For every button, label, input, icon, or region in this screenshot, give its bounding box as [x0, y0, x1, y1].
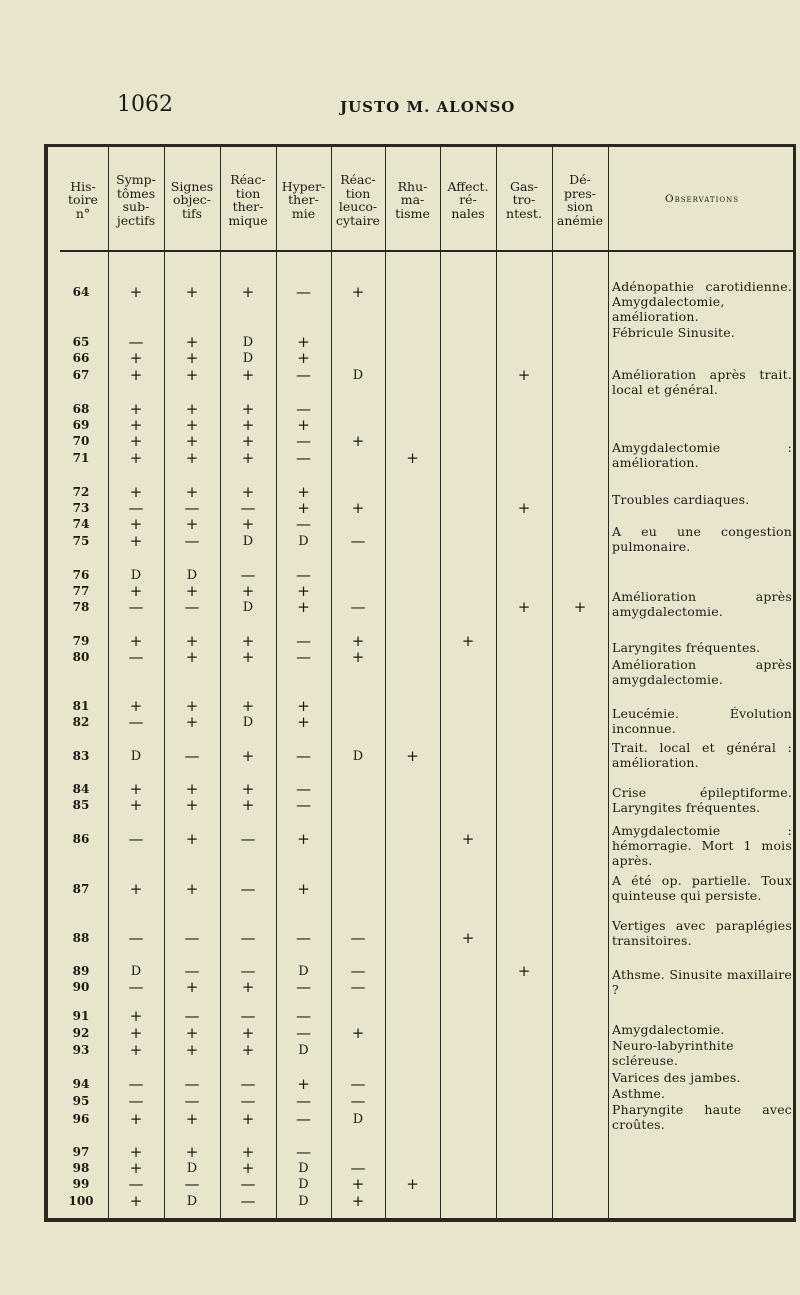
- table-cell: —: [296, 515, 311, 533]
- table-cell: +: [185, 432, 199, 450]
- case-number: 92: [72, 1026, 90, 1040]
- observation-note: Asthme.: [612, 1086, 666, 1101]
- header-reaction-thermique: Réac- tion ther- mique: [228, 172, 268, 228]
- table-cell: +: [129, 1110, 143, 1128]
- table-cell: —: [350, 1075, 366, 1093]
- table-cell: —: [296, 1007, 311, 1025]
- table-cell: +: [241, 1159, 255, 1177]
- table-cell: —: [240, 1192, 256, 1210]
- table-cell: —: [240, 830, 256, 848]
- table-cell: —: [350, 929, 366, 947]
- case-number: 90: [72, 980, 90, 994]
- table-cell: +: [185, 1143, 199, 1161]
- observation-note: Crise épileptiforme. Laryngites fréquentes.: [612, 785, 792, 815]
- case-number: 64: [72, 285, 90, 299]
- page-header: [0, 92, 800, 122]
- table-cell: —: [350, 1159, 366, 1177]
- case-number: 93: [72, 1043, 90, 1057]
- case-number: 87: [72, 882, 90, 896]
- table-cell: +: [517, 598, 531, 616]
- table-row: [0, 349, 800, 367]
- table-cell: +: [129, 1041, 143, 1059]
- table-cell: —: [296, 1110, 311, 1128]
- table-cell: —: [350, 978, 366, 996]
- case-number: 97: [72, 1145, 90, 1159]
- table-cell: —: [350, 532, 366, 550]
- table-row: [0, 1192, 800, 1210]
- table-cell: +: [241, 780, 255, 798]
- table-cell: +: [185, 582, 199, 600]
- observation-note: Athsme. Sinusite maxillaire ?: [612, 967, 792, 997]
- table-cell: —: [184, 1075, 200, 1093]
- case-number: 99: [72, 1177, 90, 1191]
- case-number: 89: [72, 964, 90, 978]
- header-gastro: Gas- tro- ntest.: [506, 178, 542, 221]
- observation-note: Amélioration après amygdalectomie.: [612, 589, 792, 619]
- case-number: 100: [68, 1194, 94, 1208]
- table-cell: +: [129, 582, 143, 600]
- table-cell: —: [296, 796, 311, 814]
- observation-note: Amélioration après amygdalectomie.: [612, 657, 792, 687]
- table-cell: +: [185, 978, 199, 996]
- case-number: 73: [72, 501, 90, 515]
- table-cell: D: [130, 748, 142, 764]
- table-cell: —: [240, 1175, 256, 1193]
- table-cell: +: [351, 1024, 365, 1042]
- table-cell: —: [240, 1075, 256, 1093]
- table-cell: —: [296, 978, 311, 996]
- observation-note: Neuro-labyrinthite scléreuse.: [612, 1038, 734, 1068]
- case-number: 86: [72, 832, 90, 846]
- table-cell: D: [130, 567, 142, 583]
- case-number: 79: [72, 634, 90, 648]
- observation-note: Leucémie. Évolution inconnue.: [612, 706, 792, 736]
- case-number: 91: [72, 1009, 90, 1023]
- table-cell: —: [184, 929, 200, 947]
- observation-note: Amygdalectomie : amélioration.: [612, 440, 792, 470]
- table-cell: —: [240, 1007, 256, 1025]
- observation-note: Trait. local et général : amélioration.: [612, 740, 792, 770]
- header-rhumatisme: Rhu- ma- tisme: [395, 178, 430, 221]
- table-cell: —: [296, 780, 311, 798]
- table-cell: D: [298, 963, 309, 979]
- table-cell: +: [129, 1024, 143, 1042]
- table-cell: —: [128, 1092, 144, 1110]
- table-cell: +: [241, 796, 255, 814]
- table-cell: +: [461, 830, 475, 848]
- case-number: 68: [72, 402, 90, 416]
- table-cell: +: [241, 416, 255, 434]
- table-cell: +: [129, 632, 143, 650]
- table-cell: +: [129, 1192, 143, 1210]
- table-cell: +: [573, 598, 587, 616]
- observation-note: Amygdalectomie : hémorragie. Mort 1 mois après.: [612, 823, 792, 868]
- table-cell: +: [297, 582, 310, 600]
- table-cell: +: [241, 1024, 255, 1042]
- table-cell: +: [185, 283, 199, 301]
- case-number: 67: [72, 368, 90, 382]
- table-cell: +: [185, 880, 199, 898]
- table-cell: +: [185, 697, 199, 715]
- table-cell: +: [351, 1192, 365, 1210]
- table-cell: +: [241, 449, 255, 467]
- header-observations: Observations: [664, 193, 740, 206]
- table-cell: +: [241, 697, 255, 715]
- case-number: 66: [72, 351, 90, 365]
- table-cell: +: [351, 648, 365, 666]
- table-cell: +: [241, 1110, 255, 1128]
- table-cell: +: [461, 632, 475, 650]
- case-number: 77: [72, 584, 90, 598]
- table-cell: +: [241, 978, 255, 996]
- table-cell: +: [185, 400, 199, 418]
- table-cell: D: [352, 748, 364, 764]
- table-cell: +: [129, 515, 143, 533]
- table-cell: +: [241, 747, 255, 765]
- table-cell: +: [185, 416, 199, 434]
- table-cell: +: [129, 880, 143, 898]
- table-cell: +: [297, 880, 310, 898]
- table-cell: +: [241, 432, 255, 450]
- table-cell: +: [351, 1175, 365, 1193]
- table-cell: +: [185, 830, 199, 848]
- case-number: 95: [72, 1094, 90, 1108]
- observation-note: Amélioration après trait. local et général.: [612, 367, 792, 397]
- table-cell: —: [296, 283, 311, 301]
- table-cell: +: [241, 1041, 255, 1059]
- header-rule: [60, 250, 794, 252]
- case-number: 74: [72, 517, 90, 531]
- table-cell: +: [351, 632, 365, 650]
- table-cell: +: [185, 449, 199, 467]
- case-number: 69: [72, 418, 90, 432]
- table-cell: —: [128, 1175, 144, 1193]
- table-cell: —: [240, 499, 256, 517]
- observation-note: Adénopathie carotidienne. Amygdalectomie, amélioration.: [612, 279, 792, 324]
- observation-note: Vertiges avec paraplégies transitoires.: [612, 918, 792, 948]
- table-cell: —: [296, 747, 311, 765]
- observation-note: Laryngites fréquentes.: [612, 640, 761, 655]
- table-cell: +: [129, 400, 143, 418]
- table-cell: +: [129, 483, 143, 501]
- table-cell: +: [185, 632, 199, 650]
- case-number: 70: [72, 434, 90, 448]
- table-cell: +: [185, 333, 199, 351]
- observation-note: Troubles cardiaques.: [612, 492, 750, 507]
- observation-note: Pharyngite haute avec croûtes.: [612, 1102, 792, 1132]
- table-cell: +: [297, 349, 310, 367]
- table-cell: +: [297, 333, 310, 351]
- table-cell: +: [406, 449, 419, 467]
- table-cell: D: [352, 367, 364, 383]
- table-cell: D: [298, 1193, 309, 1209]
- case-number: 96: [72, 1112, 90, 1126]
- case-number: 94: [72, 1077, 90, 1091]
- table-cell: +: [351, 499, 365, 517]
- case-number: 98: [72, 1161, 90, 1175]
- case-number: 84: [72, 782, 90, 796]
- header-histoire: His- toire n°: [68, 178, 98, 221]
- observation-note: A été op. partielle. Toux quinteuse qui persiste.: [612, 873, 792, 903]
- table-cell: —: [184, 1175, 200, 1193]
- header-depression: Dé- pres- sion anémie: [556, 172, 604, 228]
- table-row: [0, 1175, 800, 1193]
- table-cell: +: [185, 483, 199, 501]
- table-cell: —: [184, 532, 200, 550]
- table-cell: —: [240, 929, 256, 947]
- table-cell: D: [186, 1193, 198, 1209]
- header-symptomes: Symp- tômes sub- jectifs: [116, 172, 156, 228]
- table-cell: +: [297, 830, 310, 848]
- table-cell: +: [297, 713, 310, 731]
- running-title: JUSTO M. ALONSO: [340, 98, 516, 116]
- case-number: 88: [72, 931, 90, 945]
- observation-note: Fébricule Sinusite.: [612, 325, 736, 340]
- table-cell: D: [242, 714, 254, 730]
- table-cell: D: [298, 1160, 309, 1176]
- case-number: 80: [72, 650, 90, 664]
- header-signes: Signes objec- tifs: [170, 178, 214, 221]
- table-cell: —: [240, 1092, 256, 1110]
- table-cell: +: [517, 962, 531, 980]
- case-number: 78: [72, 600, 90, 614]
- table-cell: +: [517, 499, 531, 517]
- table-cell: +: [241, 283, 255, 301]
- table-cell: +: [297, 697, 310, 715]
- table-cell: —: [128, 333, 144, 351]
- case-number: 76: [72, 568, 90, 582]
- table-cell: +: [241, 582, 255, 600]
- table-cell: —: [296, 1092, 311, 1110]
- table-cell: +: [517, 366, 531, 384]
- table-cell: +: [129, 416, 143, 434]
- table-cell: +: [185, 1024, 199, 1042]
- case-number: 81: [72, 699, 90, 713]
- table-cell: +: [241, 366, 255, 384]
- table-cell: +: [129, 349, 143, 367]
- table-cell: —: [128, 929, 144, 947]
- table-cell: —: [184, 598, 200, 616]
- table-cell: —: [128, 978, 144, 996]
- table-cell: —: [128, 598, 144, 616]
- table-cell: D: [298, 533, 309, 549]
- table-cell: —: [296, 1143, 311, 1161]
- table-cell: +: [406, 747, 419, 765]
- table-cell: +: [241, 400, 255, 418]
- table-cell: +: [129, 796, 143, 814]
- table-cell: +: [129, 697, 143, 715]
- case-number: 82: [72, 715, 90, 729]
- table-cell: +: [297, 598, 310, 616]
- table-cell: +: [129, 532, 143, 550]
- table-cell: D: [298, 1176, 309, 1192]
- table-cell: +: [241, 1143, 255, 1161]
- observation-note: Varices des jambes.: [612, 1070, 741, 1085]
- table-cell: +: [129, 1143, 143, 1161]
- table-cell: +: [185, 349, 199, 367]
- case-number: 83: [72, 749, 90, 763]
- table-cell: +: [129, 1159, 143, 1177]
- case-number: 65: [72, 335, 90, 349]
- table-cell: —: [296, 632, 311, 650]
- table-cell: +: [241, 483, 255, 501]
- table-cell: —: [128, 713, 144, 731]
- table-cell: —: [350, 1092, 366, 1110]
- table-cell: —: [296, 366, 311, 384]
- table-cell: —: [296, 648, 311, 666]
- header-reaction-leucocytaire: Réac- tion leuco- cytaire: [336, 172, 380, 228]
- table-cell: +: [297, 483, 310, 501]
- table-cell: —: [296, 432, 311, 450]
- table-cell: —: [350, 598, 366, 616]
- table-cell: D: [242, 533, 254, 549]
- table-cell: +: [129, 1007, 143, 1025]
- table-cell: D: [130, 963, 142, 979]
- table-cell: —: [184, 1092, 200, 1110]
- table-cell: D: [352, 1111, 364, 1127]
- table-cell: +: [461, 929, 475, 947]
- table-cell: +: [129, 283, 143, 301]
- table-cell: D: [298, 1042, 309, 1058]
- page-number: 1062: [117, 92, 173, 117]
- table-cell: +: [129, 432, 143, 450]
- table-cell: +: [241, 648, 255, 666]
- table-cell: —: [296, 566, 311, 584]
- table-cell: +: [185, 713, 199, 731]
- case-number: 75: [72, 534, 90, 548]
- header-affect-renales: Affect. ré- nales: [447, 178, 489, 221]
- table-cell: —: [296, 1024, 311, 1042]
- table-cell: D: [186, 1160, 198, 1176]
- observation-note: A eu une congestion pulmonaire.: [612, 524, 792, 554]
- table-cell: +: [297, 416, 310, 434]
- table-cell: D: [186, 567, 198, 583]
- table-cell: —: [240, 566, 256, 584]
- table-cell: +: [129, 449, 143, 467]
- table-cell: —: [350, 962, 366, 980]
- table-cell: —: [184, 962, 200, 980]
- table-cell: +: [351, 283, 365, 301]
- table-cell: —: [296, 929, 311, 947]
- table-cell: —: [240, 880, 256, 898]
- table-cell: +: [241, 515, 255, 533]
- table-cell: +: [185, 1041, 199, 1059]
- table-cell: +: [129, 780, 143, 798]
- table-cell: —: [128, 499, 144, 517]
- table-cell: —: [128, 830, 144, 848]
- table-cell: +: [297, 499, 310, 517]
- table-cell: —: [296, 449, 311, 467]
- table-cell: +: [241, 632, 255, 650]
- case-number: 72: [72, 485, 90, 499]
- table-cell: —: [296, 400, 311, 418]
- table-cell: D: [242, 350, 254, 366]
- table-cell: +: [406, 1175, 419, 1193]
- table-cell: —: [240, 962, 256, 980]
- observation-note: Amygdalectomie.: [612, 1022, 725, 1037]
- table-cell: +: [185, 796, 199, 814]
- case-number: 71: [72, 451, 90, 465]
- table-cell: —: [184, 499, 200, 517]
- table-cell: +: [185, 515, 199, 533]
- table-cell: +: [129, 366, 143, 384]
- table-cell: +: [297, 1075, 310, 1093]
- table-cell: +: [185, 366, 199, 384]
- case-number: 85: [72, 798, 90, 812]
- table-cell: +: [185, 648, 199, 666]
- table-cell: +: [185, 780, 199, 798]
- table-cell: —: [128, 648, 144, 666]
- table-cell: —: [184, 1007, 200, 1025]
- table-cell: +: [351, 432, 365, 450]
- table-cell: —: [184, 747, 200, 765]
- table-cell: D: [242, 599, 254, 615]
- table-cell: +: [185, 1110, 199, 1128]
- table-cell: —: [128, 1075, 144, 1093]
- table-cell: D: [242, 334, 254, 350]
- header-hyperthermie: Hyper- ther- mie: [281, 178, 326, 221]
